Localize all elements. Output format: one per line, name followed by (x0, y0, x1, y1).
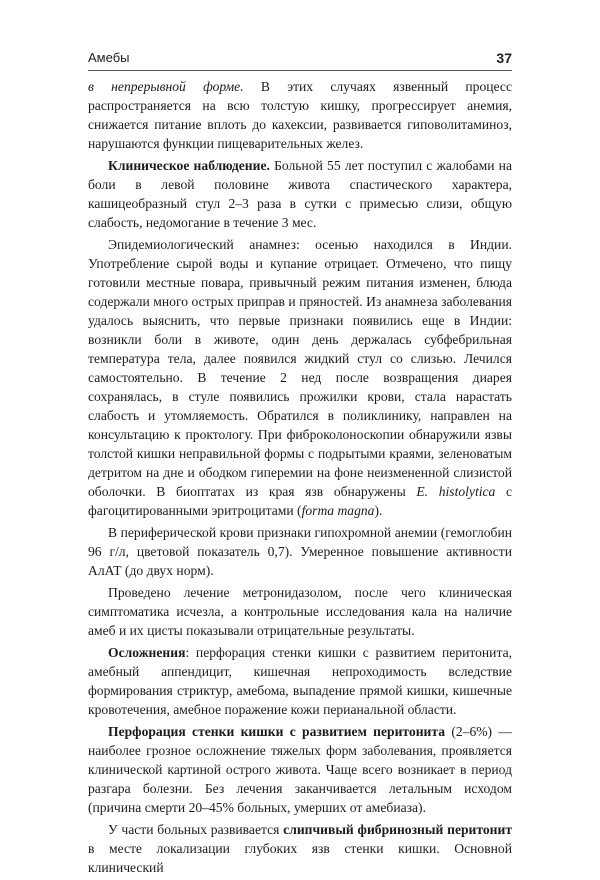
page-number: 37 (496, 50, 512, 66)
paragraph-1 (88, 77, 512, 153)
paragraph-complications (88, 643, 512, 719)
paragraph-text: : перфорация стенки кишки с развитием перитонита, амебный аппендицит, кишечная непроходимость вследствие формирования стриктур, амебома, выпадение прямой кишки, кишечные кровотечения, амебное поражение кожи перианальной области. (88, 645, 512, 717)
paragraph-text: в месте локализации глубоких язв стенки кишки. Основной клинический (88, 841, 512, 875)
paragraph-text: У части больных развивается (108, 822, 284, 837)
italic-phrase: в непрерывной форме. (88, 79, 244, 94)
paragraph-treatment: Проведено лечение метронидазолом, после чего клиническая симптоматика исчезла, а контрольные исследования кала на наличие амеб и их цисты показывали отрицательные результаты. (88, 585, 512, 638)
paragraph-text: с фагоцитированными эритроцитами ( (88, 484, 512, 518)
paragraph-blood: В периферической крови признаки гипохромной анемии (гемоглобин 96 г/л, цветовой показатель 0,7). Умеренное повышение активности АлАТ (до двух норм). (88, 525, 512, 578)
paragraph-clinical-observation (88, 156, 512, 232)
bold-heading: Клиническое наблюдение. (108, 158, 270, 173)
header-rule (88, 70, 512, 71)
italic-species-name: E. histolytica (416, 484, 496, 499)
italic-form-name: forma magna (301, 503, 375, 518)
paragraph-text: Больной 55 лет поступил с жалобами на боли в левой половине живота спастического характера, кашицеобразный стул 2–3 раза в сутки с примесью слизи, общую слабость, недомогание в течение 3 мес. (88, 158, 512, 230)
running-header (88, 50, 512, 68)
paragraph-peritonitis (88, 820, 512, 877)
bold-heading: Перфорация стенки кишки с развитием перитонита (108, 724, 446, 739)
bold-term: слипчивый фибринозный перитонит (283, 822, 513, 837)
paragraph-perforation (88, 722, 512, 817)
bold-heading: Осложнения (108, 645, 186, 660)
body-text (88, 77, 512, 880)
paragraph-text: (2–6%) — наиболее грозное осложнение тяжелых форм заболевания, проявляется клинической картиной острого живота. Чаще всего возникает в период разгара болезни. Без лечения заканчивается летальным исходом (причина смерти 20–45% больных, умерших от амебиаза). (88, 724, 512, 815)
paragraph-anamnesis (88, 235, 512, 520)
paragraph-text: В этих случаях язвенный процесс распространяется на всю толстую кишку, прогрессирует анемия, снижается питание вплоть до кахексии, развивается гиповолитаминоз, нарушаются функции пищеварительных желез. (88, 79, 512, 151)
chapter-title: Амебы (88, 50, 130, 65)
paragraph-text: ). (374, 503, 383, 518)
paragraph-text: Эпидемиологический анамнез: осенью находился в Индии. Употребление сырой воды и купание отрицает. Отмечено, что пищу готовили местные повара, привычный режим питания изменен, блюда содержали много острых приправ и пряностей. Из анамнеза заболевания удалось выяснить, что первые признаки появились еще в Индии: возникли боли в животе, один день держалась субфебрильная температура тела, далее появился жидкий стул со слизью. Лечился самостоятельно. В течение 2 нед после возвращения диарея сохранялась, в стуле появились прожилки крови, стала нарастать слабость и утомляемость. Обратился в поликлинику, направлен на консультацию к проктологу. При фиброколоноскопии обнаружили язвы толстой кишки неправильной формы с подрытыми краями, зеленоватым детритом на дне и ободком гиперемии на фоне неизмененной слизистой оболочки. В биоптатах из края язв обнаружены (88, 237, 512, 499)
